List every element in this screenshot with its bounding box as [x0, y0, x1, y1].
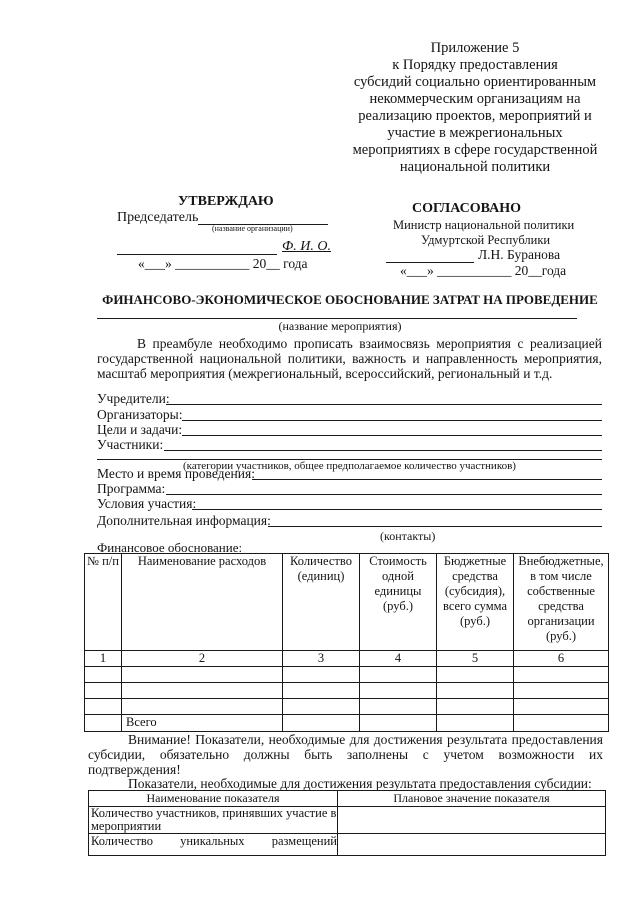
table-row: [85, 699, 609, 715]
place-time-label: Место и время проведения:: [97, 466, 255, 481]
founders-input-line: [166, 404, 602, 405]
col-number: 3: [283, 651, 360, 667]
goals-input-line: [182, 435, 602, 436]
appendix-line: участие в межрегиональных: [387, 125, 563, 141]
participants-hint: (категории участников, общее предполагаемое количество участников): [183, 460, 516, 472]
contacts-hint: (контакты): [380, 529, 436, 543]
organizers-label: Организаторы:: [97, 407, 183, 422]
header-quantity: Количество (единиц): [283, 554, 360, 651]
agreed-line1: Министр национальной политики: [393, 218, 575, 232]
financial-label: Финансовое обоснование:: [97, 540, 243, 555]
program-label: Программа:: [97, 481, 166, 496]
indicators-title: Показатели, необходимые для достижения результата предоставления субсидии:: [128, 776, 592, 791]
header-expense-name: Наименование расходов: [122, 554, 283, 651]
table-row: [89, 834, 606, 856]
appendix-block: [330, 40, 620, 176]
agreed-signer: Л.Н. Буранова: [478, 247, 561, 262]
additional-info-input-line: [268, 526, 602, 527]
header-indicator-name: Наименование показателя: [89, 791, 338, 807]
appendix-line: Приложение 5: [430, 40, 520, 56]
attention-text: Внимание! Показатели, необходимые для достижения результата предоставления субсидии, обязательно должны быть заполнены с учетом возможности их подтверждения!: [88, 732, 603, 777]
appendix-line: реализацию проектов, мероприятий и: [358, 108, 592, 124]
founders-label: Учредители:: [97, 391, 170, 406]
preamble-text: В преамбуле необходимо прописать взаимосвязь мероприятия с реализацией государственной национальной политики, важность и направленность мероприятия, масштаб мероприятия (межрегиональный, всероссийский, региональный и т.д.: [97, 336, 602, 381]
financial-table: [84, 553, 609, 732]
approve-heading: УТВЕРЖДАЮ: [178, 194, 274, 209]
main-title: ФИНАНСОВО-ЭКОНОМИЧЕСКОЕ ОБОСНОВАНИЕ ЗАТРАТ НА ПРОВЕДЕНИЕ: [102, 292, 598, 307]
program-input-line: [166, 494, 602, 495]
org-name-hint: (название организации): [212, 224, 293, 233]
agreed-date: «___» ___________ 20__года: [400, 263, 567, 278]
agreed-line2: Удмуртской Республики: [421, 233, 551, 247]
indicators-header-row: [89, 791, 606, 807]
participants-label: Участники:: [97, 437, 164, 452]
fio-label: Ф. И. О.: [282, 239, 331, 254]
appendix-line: национальной политики: [399, 159, 551, 175]
additional-info-label: Дополнительная информация:: [97, 513, 271, 528]
table-row: [89, 807, 606, 834]
participants-input-line: [164, 450, 602, 451]
organizers-input-line: [182, 420, 602, 421]
table-number-row: [85, 651, 609, 667]
event-name-hint: (название мероприятия): [278, 319, 402, 333]
approve-date: «___» ___________ 20__ года: [138, 256, 308, 271]
indicator-name: Количество участников, принявших участие в мероприятии: [89, 807, 338, 834]
col-number: 1: [85, 651, 122, 667]
col-number: 2: [122, 651, 283, 667]
header-extrabudget: Внебюджетные, в том числе собственные средства организации (руб.): [514, 554, 609, 651]
col-number: 6: [514, 651, 609, 667]
table-header-row: [85, 554, 609, 651]
table-row: [85, 667, 609, 683]
appendix-line: к Порядку предоставления: [392, 57, 558, 73]
indicator-value: [338, 807, 606, 834]
table-total-row: [85, 715, 609, 732]
conditions-input-line: [192, 509, 602, 510]
total-label: Всего: [122, 715, 283, 732]
header-budget: Бюджетные средства (субсидия), всего сумма (руб.): [437, 554, 514, 651]
table-row: [85, 683, 609, 699]
col-number: 5: [437, 651, 514, 667]
goals-label: Цели и задачи:: [97, 422, 183, 437]
appendix-line: некоммерческим организациям на: [369, 91, 581, 107]
header-indicator-plan: Плановое значение показателя: [338, 791, 606, 807]
place-time-input-line: [252, 479, 602, 480]
indicators-table: [88, 790, 606, 856]
appendix-line: мероприятиях в сфере государственной: [352, 142, 598, 158]
indicator-value: [338, 834, 606, 856]
signature-line: [117, 254, 277, 255]
approve-chair-label: Председатель: [117, 210, 199, 225]
appendix-line: субсидий социально ориентированным: [353, 74, 597, 90]
indicator-name: Количество уникальных размещений: [89, 834, 338, 856]
header-unit-cost: Стоимость одной единицы (руб.): [360, 554, 437, 651]
conditions-label: Условия участия:: [97, 496, 197, 511]
col-number: 4: [360, 651, 437, 667]
header-num: № п/п: [85, 554, 122, 651]
agreed-heading: СОГЛАСОВАНО: [412, 201, 521, 216]
